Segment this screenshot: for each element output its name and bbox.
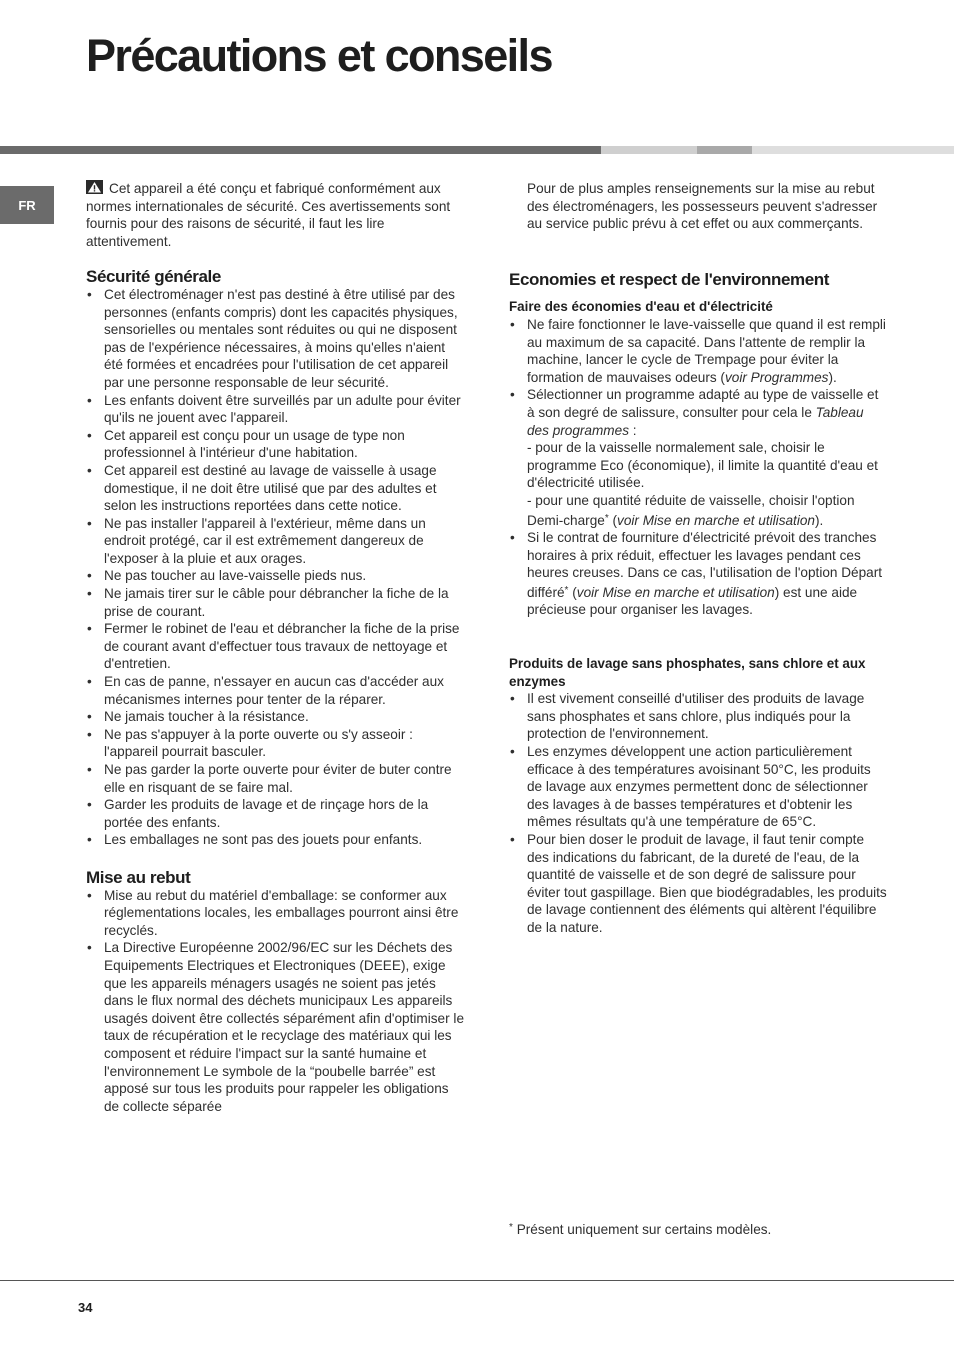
list-item: • Ne pas s'appuyer à la porte ouverte ou s'y asseoir : l'appareil pourrait basculer. bbox=[86, 726, 464, 761]
section-heading-economies: Economies et respect de l'environnement bbox=[509, 269, 830, 289]
list-item: • Cet appareil est destiné au lavage de vaisselle à usage domestique, il ne doit être utilisé que par des adultes et selon les instructions reportées dans cette notice. bbox=[86, 462, 464, 515]
rebut-more-paragraph: Pour de plus amples renseignements sur la mise au rebut des électroménagers, les possesseurs peuvent s'adresser au service public prévu à cet effet ou aux commerçants. bbox=[527, 181, 878, 232]
page-number: 34 bbox=[78, 1300, 93, 1315]
left-column bbox=[86, 182, 464, 1115]
list-item: • Ne jamais toucher à la résistance. bbox=[86, 708, 464, 726]
list-item bbox=[509, 529, 887, 619]
asterisk: * bbox=[564, 584, 569, 596]
item-text: Ne faire fonctionner le lave-vaisselle que quand il est rempli au maximum de sa capacité. Dans l'attente de remplir la machine, lancer le cycle de Trempage pour éviter la formation de mauvaises odeurs ( bbox=[527, 316, 886, 385]
header-bar-mid bbox=[697, 146, 752, 154]
header-bar-light bbox=[601, 146, 697, 154]
list-item: • Garder les produits de lavage et de rinçage hors de la portée des enfants. bbox=[86, 796, 464, 831]
subheading-produits-lavage: Produits de lavage sans phosphates, sans chlore et aux enzymes bbox=[509, 656, 866, 689]
item-subline: - pour de la vaisselle normalement sale, choisir le programme Eco (économique), il limite la quantité d'eau et d'électricité utilisée. bbox=[527, 440, 878, 491]
language-label: FR bbox=[18, 197, 36, 213]
language-tab bbox=[0, 186, 54, 224]
list-item: • Il est vivement conseillé d'utiliser des produits de lavage sans phosphates et sans chlore, plus indiqués pour la protection de l'environnement. bbox=[509, 690, 887, 743]
list-item: • Mise au rebut du matériel d'emballage: se conformer aux réglementations locales, les emballages pourront ainsi être recyclés. bbox=[86, 887, 464, 940]
header-bar-light-end bbox=[752, 146, 954, 154]
page-title: Précautions et conseils bbox=[86, 30, 552, 81]
list-item: • En cas de panne, n'essayer en aucun cas d'accéder aux mécanismes internes pour tenter de la réparer. bbox=[86, 673, 464, 708]
section-heading-rebut: Mise au rebut bbox=[86, 867, 191, 887]
item-text: Si le contrat de fourniture d'électricité prévoit des tranches horaires à prix réduit, effectuer les lavages pendant ces heures creuses. Dans ce cas, l'utilisation de l'option Départ différé bbox=[527, 530, 883, 600]
paren: ( bbox=[568, 584, 577, 600]
item-subline bbox=[527, 492, 887, 529]
asterisk: * bbox=[509, 1222, 513, 1233]
header-bar-dark bbox=[0, 146, 601, 154]
footnote-text: Présent uniquement sur certains modèles. bbox=[516, 1222, 772, 1237]
paren: ). bbox=[814, 512, 824, 528]
item-text: : bbox=[629, 422, 637, 438]
produits-list bbox=[509, 690, 887, 936]
paren: ( bbox=[608, 512, 618, 528]
right-column bbox=[509, 182, 887, 937]
subheading-economies-eau: Faire des économies d'eau et d'électricité bbox=[509, 299, 773, 315]
cross-reference: voir Mise en marche et utilisation bbox=[576, 584, 775, 600]
list-item: • Ne jamais tirer sur le câble pour débrancher la fiche de la prise de courant. bbox=[86, 585, 464, 620]
cross-reference: voir Programmes bbox=[724, 369, 829, 385]
intro-paragraph bbox=[86, 180, 464, 250]
item-text: Sélectionner un programme adapté au type de vaisselle et à son degré de salissure, consulter pour cela le bbox=[527, 387, 879, 420]
list-item: • Les emballages ne sont pas des jouets pour enfants. bbox=[86, 831, 464, 849]
cross-reference: voir Mise en marche et utilisation bbox=[617, 512, 815, 528]
list-item: • Ne pas garder la porte ouverte pour éviter de buter contre elle en risquant de se faire mal. bbox=[86, 761, 464, 796]
list-item: • Les enzymes développent une action particulièrement efficace à des températures avoisinant 50°C, les produits de lavage aux enzymes permettent donc de sélectionner des lavages à de basses températures et d'obtenir les mêmes résultats qu'à une température de 65°C. bbox=[509, 743, 887, 831]
section-heading-securite: Sécurité générale bbox=[86, 267, 221, 287]
list-item: • Cet électroménager n'est pas destiné à être utilisé par des personnes (enfants compris) dont les capacités physiques, sensorielles ou mentales sont réduites ou qui ne disposent pas de l'expérience nécessaires, à moins qu'elles n'aient été formées et encadrées pour l'utilisation de cet appareil par une personne responsable de leur sécurité. bbox=[86, 286, 464, 392]
warning-triangle-icon bbox=[86, 180, 103, 194]
list-item: • La Directive Européenne 2002/96/EC sur les Déchets des Equipements Electriques et Electroniques (DEEE), exige que les appareils ménagers usagés ne soient pas jetés dans le flux normal des déchets municipaux Les appareils usagés doivent être collectés séparément afin d'optimiser le taux de récupération et le recyclage des matériaux qui les composent et réduire l'impact sur la santé humaine et l'environnement Le symbole de la “poubelle barrée” est apposé sur tous les produits pour rappeler les obligations de collecte séparée bbox=[86, 939, 464, 1115]
list-item bbox=[509, 386, 887, 529]
asterisk: * bbox=[604, 512, 609, 524]
item-text: - pour une quantité réduite de vaisselle, choisir l'option Demi-charge bbox=[527, 492, 855, 528]
item-text: ) est une aide précieuse pour organiser les lavages. bbox=[527, 584, 858, 618]
cross-reference: Tableau des programmes bbox=[527, 404, 864, 438]
footnote bbox=[509, 1222, 771, 1237]
list-item: • Fermer le robinet de l'eau et débrancher la fiche de la prise de courant avant d'effectuer tous travaux de nettoyage et d'entretien. bbox=[86, 620, 464, 673]
list-item bbox=[509, 316, 887, 386]
list-item: • Ne pas toucher au lave-vaisselle pieds nus. bbox=[86, 567, 464, 585]
bottom-divider bbox=[0, 1280, 954, 1281]
securite-list bbox=[86, 286, 464, 849]
list-item: • Pour bien doser le produit de lavage, il faut tenir compte des indications du fabricant, de la dureté de l'eau, de la quantité de vaisselle et de son degré de salissure pour éviter tout gaspillage. Bien que biodégradables, les produits de lavage contiennent des éléments qui altèrent l'équilibre de la nature. bbox=[509, 831, 887, 937]
rebut-list bbox=[86, 887, 464, 1116]
economies-list bbox=[509, 316, 887, 619]
list-item: • Ne pas installer l'appareil à l'extérieur, même dans un endroit protégé, car il est extrêmement dangereux de l'exposer à la pluie et aux orages. bbox=[86, 515, 464, 568]
item-text: ). bbox=[828, 369, 837, 385]
list-item: • Cet appareil est conçu pour un usage de type non professionnel à l'intérieur d'une habitation. bbox=[86, 427, 464, 462]
list-item: • Les enfants doivent être surveillés par un adulte pour éviter qu'ils ne jouent avec l'appareil. bbox=[86, 392, 464, 427]
intro-text: Cet appareil a été conçu et fabriqué conformément aux normes internationales de sécurité. Ces avertissements sont fournis pour des raisons de sécurité, il faut les lire attentivement. bbox=[86, 181, 451, 249]
